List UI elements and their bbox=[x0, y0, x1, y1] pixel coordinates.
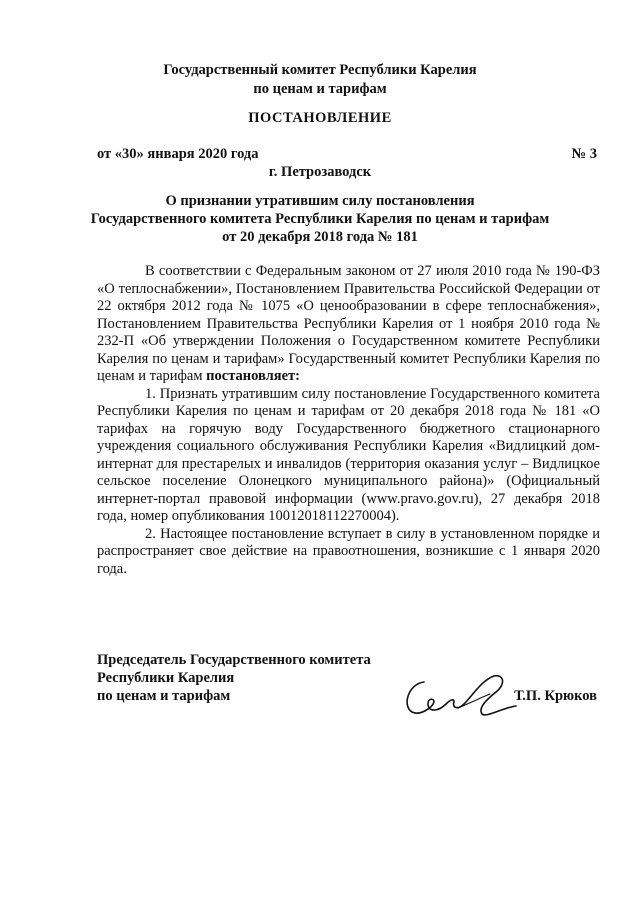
signatory-title-line2: Республики Карелия bbox=[97, 670, 235, 686]
handwritten-signature bbox=[398, 668, 528, 728]
signatory-title-line3: по ценам и тарифам bbox=[97, 688, 231, 704]
title-line3: от 20 декабря 2018 года № 181 bbox=[222, 229, 418, 245]
document-body bbox=[97, 263, 600, 578]
org-name-line1: Государственный комитет Республики Карелия bbox=[163, 62, 477, 78]
preamble-text: В соответствии с Федеральным законом от 27 июля 2010 года № 190-ФЗ «О теплоснабжении», Постановлением Правительства Российской Федерации от 22 октября 2012 года № 1075 «О ценообразовании в сфере теплоснабжения», Постановлением Правительства Республики Карелия от 1 ноября 2010 года № 232-П «Об утверждении Положения о Государственном комитете Республики Карелия по ценам и тарифам» Государственный комитет Республики Карелия по ценам и тарифам bbox=[97, 263, 600, 384]
signatory-title-line1: Председатель Государственного комитета bbox=[97, 652, 371, 668]
document-city: г. Петрозаводск bbox=[268, 164, 372, 180]
document-number: № 3 bbox=[571, 146, 597, 162]
document-type: ПОСТАНОВЛЕНИЕ bbox=[248, 110, 392, 126]
preamble-decision: постановляет: bbox=[206, 368, 301, 384]
title-line2: Государственного комитета Республики Карелия по ценам и тарифам bbox=[90, 211, 550, 227]
preamble-paragraph bbox=[97, 263, 600, 386]
signatory-name: Т.П. Крюков bbox=[514, 688, 597, 704]
title-line1: О признании утратившим силу постановления bbox=[165, 193, 475, 209]
org-name-line2: по ценам и тарифам bbox=[253, 81, 387, 97]
document-date: от «30» января 2020 года bbox=[97, 146, 259, 162]
item-2-paragraph: 2. Настоящее постановление вступает в силу в установленном порядке и распространяет свое действие на правоотношения, возникшие с 1 января 2020 года. bbox=[97, 525, 600, 577]
item-1-paragraph: 1. Признать утратившим силу постановление Государственного комитета Республики Карелия по ценам и тарифам от 20 декабря 2018 года № 181 «О тарифах на горячую воду Государственного бюджетного стационарного учреждения социального обслуживания Республики Карелия «Видлицкий дом-интернат для престарелых и инвалидов (территория оказания услуг – Видлицкое сельское поселение Олонецкого муниципального района)» (Официальный интернет-портал правовой информации (www.pravo.gov.ru), 27 декабря 2018 года, номер опубликования 10012018112270004). bbox=[97, 385, 600, 524]
